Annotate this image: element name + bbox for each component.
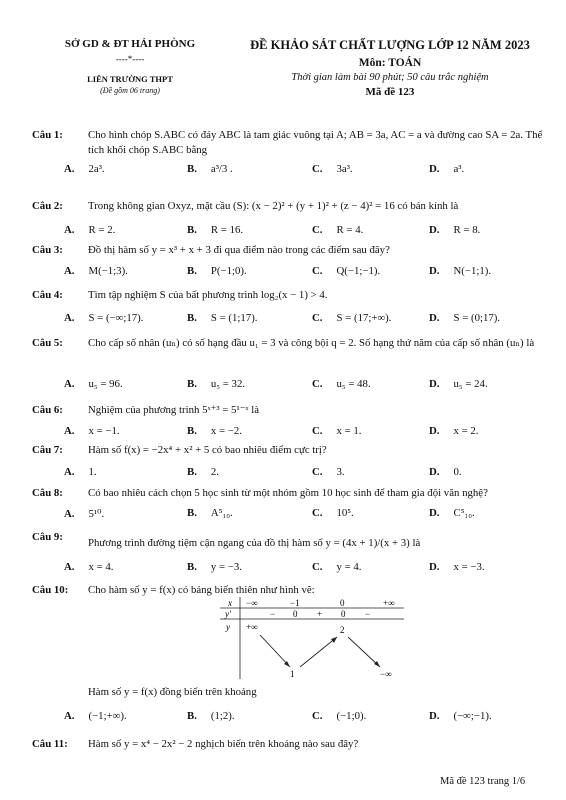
exam-code: Mã đề 123 [365,86,415,98]
question-6 [32,403,544,418]
option-d[interactable]: D. a³. [429,163,465,175]
options-q5 [32,378,544,394]
options-q2 [32,224,544,240]
separator: ----*---- [115,54,145,64]
question-text: Hàm số f(x) = −2x⁴ + x² + 5 có bao nhiêu điểm cực trị? [88,444,327,456]
question-text: Phương trình đường tiệm cận ngang của đồ thị hàm số y = (4x + 1)/(x + 3) là [88,537,421,549]
header-left [40,38,220,95]
question-8 [32,486,544,501]
options-q7 [32,466,544,482]
yprime-zero: 0 [293,609,298,619]
question-10 [32,583,544,598]
option-d[interactable]: D. N(−1;1). [429,265,492,277]
option-a[interactable]: A. x = −1. [64,425,120,437]
question-1 [32,128,544,156]
question-4 [32,288,544,303]
question-text: Đồ thị hàm số y = x³ + x + 3 đi qua điểm nào trong các điểm sau đây? [88,244,390,256]
question-text: Hàm số y = x⁴ − 2x² − 2 nghịch biến trên khoảng nào sau đây? [88,738,359,750]
question-text: Cho hình chóp S.ABC có đáy ABC là tam giác vuông tại A; AB = 3a, AC = a và đường cao SA = 2a. Thể tích khối chóp S.ABC bằng [88,129,543,156]
question-label: Câu 3: [32,244,63,256]
option-b[interactable]: B. A⁵₁₀. [187,507,233,519]
option-c[interactable]: C. Q(−1;−1). [312,265,381,277]
option-c[interactable]: C. 3a³. [312,163,353,175]
question-2 [32,199,544,214]
options-q1 [32,163,544,179]
options-q6 [32,425,544,441]
question-label: Câu 8: [32,487,63,499]
question-label: Câu 1: [32,129,63,141]
option-b[interactable]: B. 2. [187,466,220,478]
options-q4 [32,312,544,328]
option-a[interactable]: A. 1. [64,466,97,478]
options-q9 [32,561,544,577]
question-label: Câu 2: [32,200,63,212]
decrease-arrow [348,637,380,667]
subject: Môn: TOÁN [358,57,422,69]
y-value: 2 [340,625,345,635]
option-a[interactable]: A. R = 2. [64,224,116,236]
option-d[interactable]: D. R = 8. [429,224,481,236]
yprime-sign: + [317,609,323,619]
option-d[interactable]: D. (−∞;−1). [429,710,492,722]
question-label: Câu 5: [32,337,63,349]
options-q8 [32,507,544,523]
question-text: Nghiệm của phương trình 5ˣ⁺³ = 5¹⁻ˣ là [88,404,259,416]
option-b[interactable]: B. a³/3 . [187,163,233,175]
option-c[interactable]: C. R = 4. [312,224,364,236]
option-a[interactable]: A. M(−1;3). [64,265,128,277]
variation-table-svg [220,597,404,679]
question-9 [32,530,544,549]
x-label: x [228,598,232,608]
option-b[interactable]: B. x = −2. [187,425,242,437]
question-text: Hàm số y = f(x) đồng biến trên khoảng [88,686,257,698]
option-d[interactable]: D. x = −3. [429,561,485,573]
yprime-label: y′ [225,609,231,619]
option-b[interactable]: B. S = (1;17). [187,312,258,324]
question-label: Câu 9: [32,531,63,543]
x-value: −1 [290,598,300,608]
option-d[interactable]: D. C⁵₁₀. [429,507,475,519]
question-label: Câu 4: [32,289,63,301]
option-a[interactable]: A. S = (−∞;17). [64,312,144,324]
option-d[interactable]: D. x = 2. [429,425,479,437]
x-value: 0 [340,598,345,608]
option-a[interactable]: A. u₅ = 96. [64,378,123,390]
y-value: 1 [290,669,295,679]
option-d[interactable]: D. S = (0;17). [429,312,501,324]
option-c[interactable]: C. 10⁵. [312,507,354,519]
option-d[interactable]: D. u₅ = 24. [429,378,488,390]
option-d[interactable]: D. 0. [429,466,462,478]
option-a[interactable]: A. x = 4. [64,561,114,573]
x-value: −∞ [246,598,258,608]
yprime-sign: − [365,609,371,619]
option-b[interactable]: B. P(−1;0). [187,265,247,277]
school-name: LIÊN TRƯỜNG THPT [87,74,173,84]
question-text: Có bao nhiêu cách chọn 5 học sinh từ một nhóm gồm 10 học sinh để tham gia đội văn nghệ? [88,487,488,499]
option-c[interactable]: C. u₅ = 48. [312,378,371,390]
y-value: −∞ [380,669,392,679]
question-11 [32,737,544,752]
option-a[interactable]: A. 5¹⁰. [64,508,105,520]
question-label: Câu 6: [32,404,63,416]
arrow-head [331,637,337,643]
option-c[interactable]: C. 3. [312,466,345,478]
question-text: Cho cấp số nhân (uₙ) có số hạng đầu u₁ = 3 và công bội q = 2. Số hạng thứ năm của cấp số nhân (uₙ) là [88,337,535,349]
question-text: Cho hàm số y = f(x) có bảng biến thiên như hình vẽ: [88,584,315,596]
header-right [222,38,558,98]
question-label: Câu 10: [32,584,69,596]
question-text: Trong không gian Oxyz, mặt cầu (S): (x − 2)² + (y + 1)² + (z − 4)² = 16 có bán kính là [88,200,459,212]
page-count-note: (Đề gồm 06 trang) [100,86,160,95]
y-value: +∞ [246,622,258,632]
exam-title: ĐỀ KHẢO SÁT CHẤT LƯỢNG LỚP 12 NĂM 2023 [250,38,530,52]
yprime-sign: − [270,609,276,619]
options-q3 [32,265,544,281]
increase-arrow [300,637,337,667]
options-q10 [32,710,544,726]
department-name: SỞ GD & ĐT HẢI PHÒNG [64,38,196,50]
option-a[interactable]: A. 2a³. [64,163,105,175]
variation-table [220,597,404,679]
question-label: Câu 7: [32,444,63,456]
question-7 [32,443,544,458]
time-note: Thời gian làm bài 90 phút; 50 câu trắc nghiệm [291,72,489,83]
decrease-arrow [260,635,290,667]
page-footer: Mã đề 123 trang 1/6 [440,776,526,787]
option-c[interactable]: C. S = (17;+∞). [312,312,392,324]
option-b[interactable]: B. y = −3. [187,561,242,573]
question-3 [32,243,544,258]
question-5 [32,336,544,351]
yprime-zero: 0 [341,609,346,619]
x-value: +∞ [383,598,395,608]
option-b[interactable]: B. R = 16. [187,224,244,236]
y-label: y [226,622,230,632]
option-c[interactable]: C. x = 1. [312,425,362,437]
option-b[interactable]: B. u₅ = 32. [187,378,246,390]
question-text: Tìm tập nghiệm S của bất phương trình log₂(x − 1) > 4. [88,289,328,301]
question-label: Câu 11: [32,738,68,750]
option-c[interactable]: C. (−1;0). [312,710,367,722]
option-c[interactable]: C. y = 4. [312,561,362,573]
option-a[interactable]: A. (−1;+∞). [64,710,127,722]
option-b[interactable]: B. (1;2). [187,710,235,722]
